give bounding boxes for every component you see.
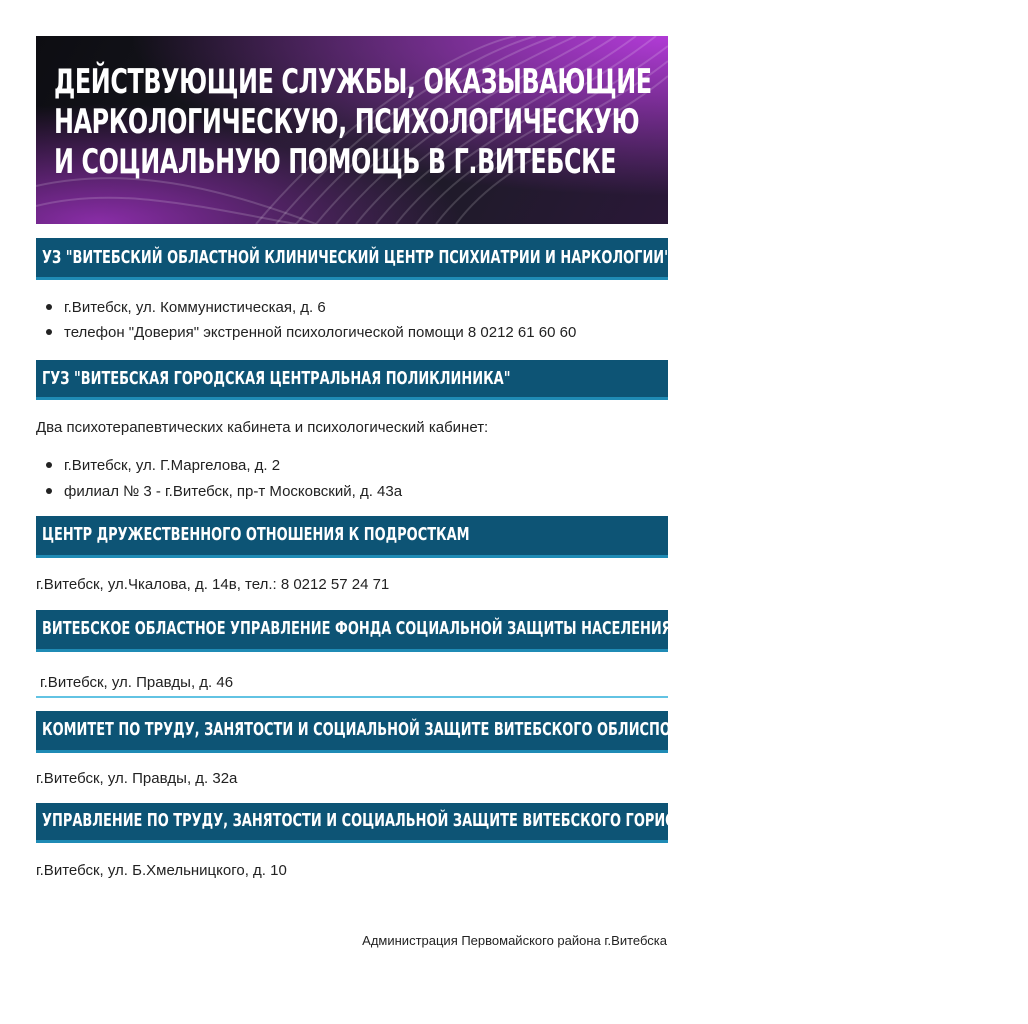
section-heading-text: ЦЕНТР ДРУЖЕСТВЕННОГО ОТНОШЕНИЯ К ПОДРОСТКАМ — [42, 524, 470, 545]
bullet-icon — [46, 304, 52, 310]
section-heading — [36, 711, 727, 753]
section-heading — [36, 360, 668, 400]
list-item — [46, 299, 326, 316]
section-heading — [36, 610, 672, 652]
section-heading — [36, 238, 671, 280]
section-text: г.Витебск, ул.Чкалова, д. 14в, тел.: 8 0212 57 24 71 — [36, 576, 390, 593]
footer-credit: Администрация Первомайского района г.Витебска — [362, 933, 667, 948]
title-line: И СОЦИАЛЬНУЮ ПОМОЩЬ В Г.ВИТЕБСКЕ — [54, 142, 617, 182]
list-item — [46, 483, 402, 500]
divider-line — [36, 696, 668, 698]
bullet-icon — [46, 488, 52, 494]
list-item-text: филиал № 3 - г.Витебск, пр-т Московский, д. 43а — [64, 483, 403, 500]
section-heading-text: ВИТЕБСКОЕ ОБЛАСТНОЕ УПРАВЛЕНИЕ ФОНДА СОЦИАЛЬНОЙ ЗАЩИТЫ НАСЕЛЕНИЯ — [42, 618, 672, 639]
section-heading-text: УПРАВЛЕНИЕ ПО ТРУДУ, ЗАНЯТОСТИ И СОЦИАЛЬНОЙ ЗАЩИТЕ ВИТЕБСКОГО ГОРИСПОЛКОМА — [42, 810, 752, 831]
header-banner — [36, 36, 668, 224]
page-title — [54, 62, 662, 182]
section-intro: Два психотерапевтических кабинета и психологический кабинет: — [36, 419, 489, 436]
section-text: г.Витебск, ул. Б.Хмельницкого, д. 10 — [36, 862, 287, 879]
section-heading-text: УЗ "ВИТЕБСКИЙ ОБЛАСТНОЙ КЛИНИЧЕСКИЙ ЦЕНТР ПСИХИАТРИИ И НАРКОЛОГИИ" — [42, 247, 671, 268]
bullet-icon — [46, 329, 52, 335]
list-item-text: г.Витебск, ул. Г.Маргелова, д. 2 — [64, 457, 281, 474]
bullet-icon — [46, 462, 52, 468]
list-item — [46, 457, 280, 474]
section-text: г.Витебск, ул. Правды, д. 46 — [40, 674, 234, 691]
section-text: г.Витебск, ул. Правды, д. 32а — [36, 770, 238, 787]
title-line: ДЕЙСТВУЮЩИЕ СЛУЖБЫ, ОКАЗЫВАЮЩИЕ — [54, 62, 652, 102]
section-heading-text: КОМИТЕТ ПО ТРУДУ, ЗАНЯТОСТИ И СОЦИАЛЬНОЙ ЗАЩИТЕ ВИТЕБСКОГО ОБЛИСПОЛКОМА — [42, 719, 727, 740]
title-line: НАРКОЛОГИЧЕСКУЮ, ПСИХОЛОГИЧЕСКУЮ — [54, 102, 640, 142]
section-heading-text: ГУЗ "ВИТЕБСКАЯ ГОРОДСКАЯ ЦЕНТРАЛЬНАЯ ПОЛИКЛИНИКА" — [42, 368, 511, 389]
section-heading — [36, 516, 668, 558]
list-item — [46, 324, 576, 341]
section-heading — [36, 803, 752, 843]
list-item-text: телефон "Доверия" экстренной психологической помощи 8 0212 61 60 60 — [64, 324, 577, 341]
list-item-text: г.Витебск, ул. Коммунистическая, д. 6 — [64, 299, 326, 316]
